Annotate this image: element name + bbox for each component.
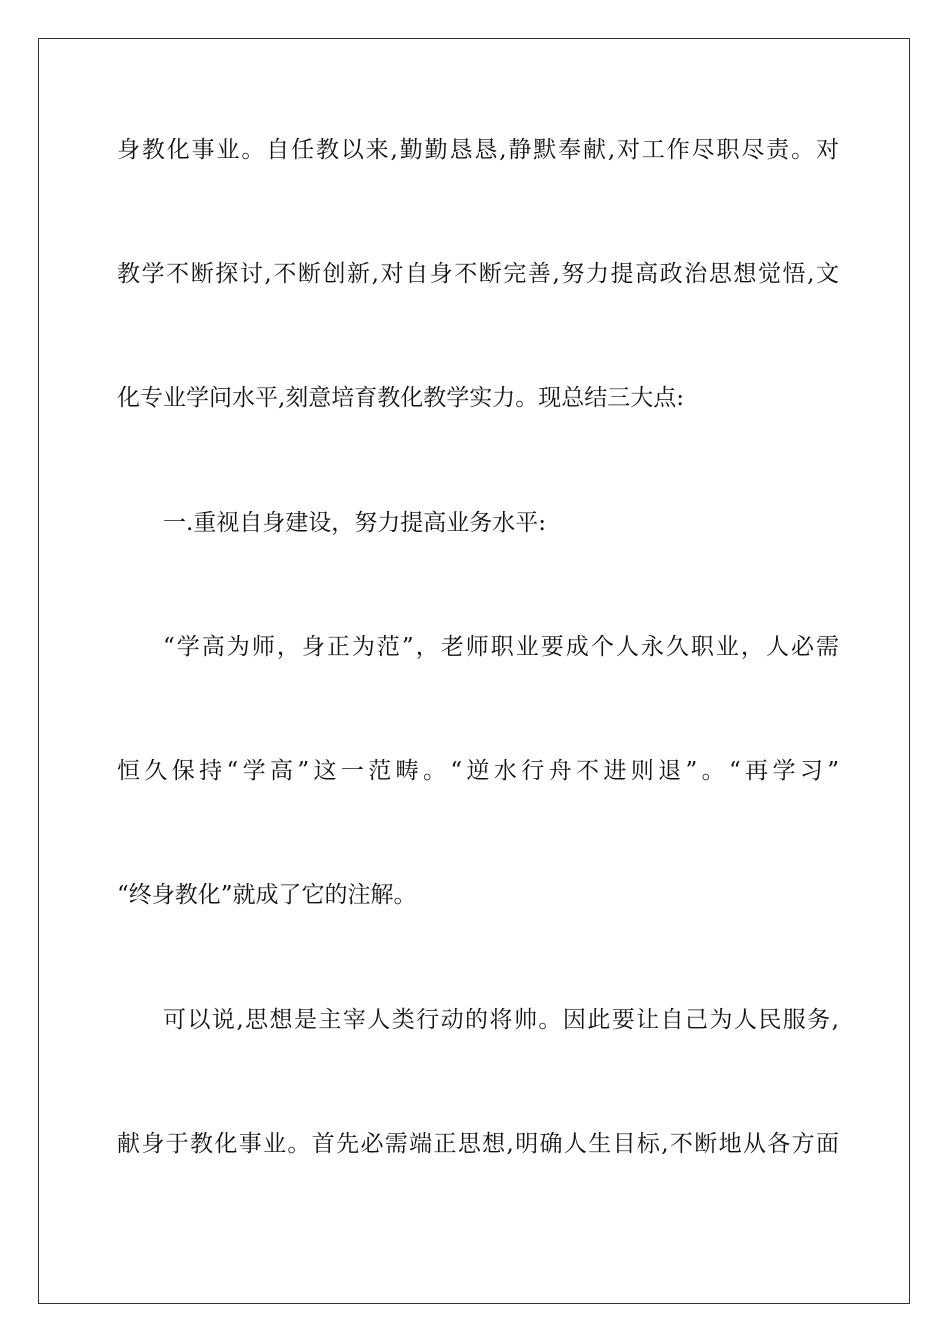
body-text-line: “学高为师，身正为范”，老师职业要成个人永久职业，人必需 [163,634,839,660]
body-text-line: 身教化事业。自任教以来,勤勤恳恳,静默奉献,对工作尽职尽责。对 [117,137,839,163]
body-text-line: 献身于教化事业。首先必需端正思想,明确人生目标,不断地从各方面 [117,1131,839,1157]
body-text-line: 教学不断探讨,不断创新,对自身不断完善,努力提高政治思想觉悟,文 [117,261,839,287]
body-text-line: “终身教化”就成了它的注解。 [117,882,417,908]
section-heading: 一.重视自身建设，努力提高业务水平: [163,510,547,536]
page-border [38,38,910,1304]
body-text-line: 可以说,思想是主宰人类行动的将帅。因此要让自己为人民服务, [163,1007,839,1033]
body-text-line: 恒久保持“学高”这一范畴。“逆水行舟不进则退”。“再学习” [117,758,839,784]
body-text-line: 化专业学问水平,刻意培育教化教学实力。现总结三大点: [117,385,685,411]
